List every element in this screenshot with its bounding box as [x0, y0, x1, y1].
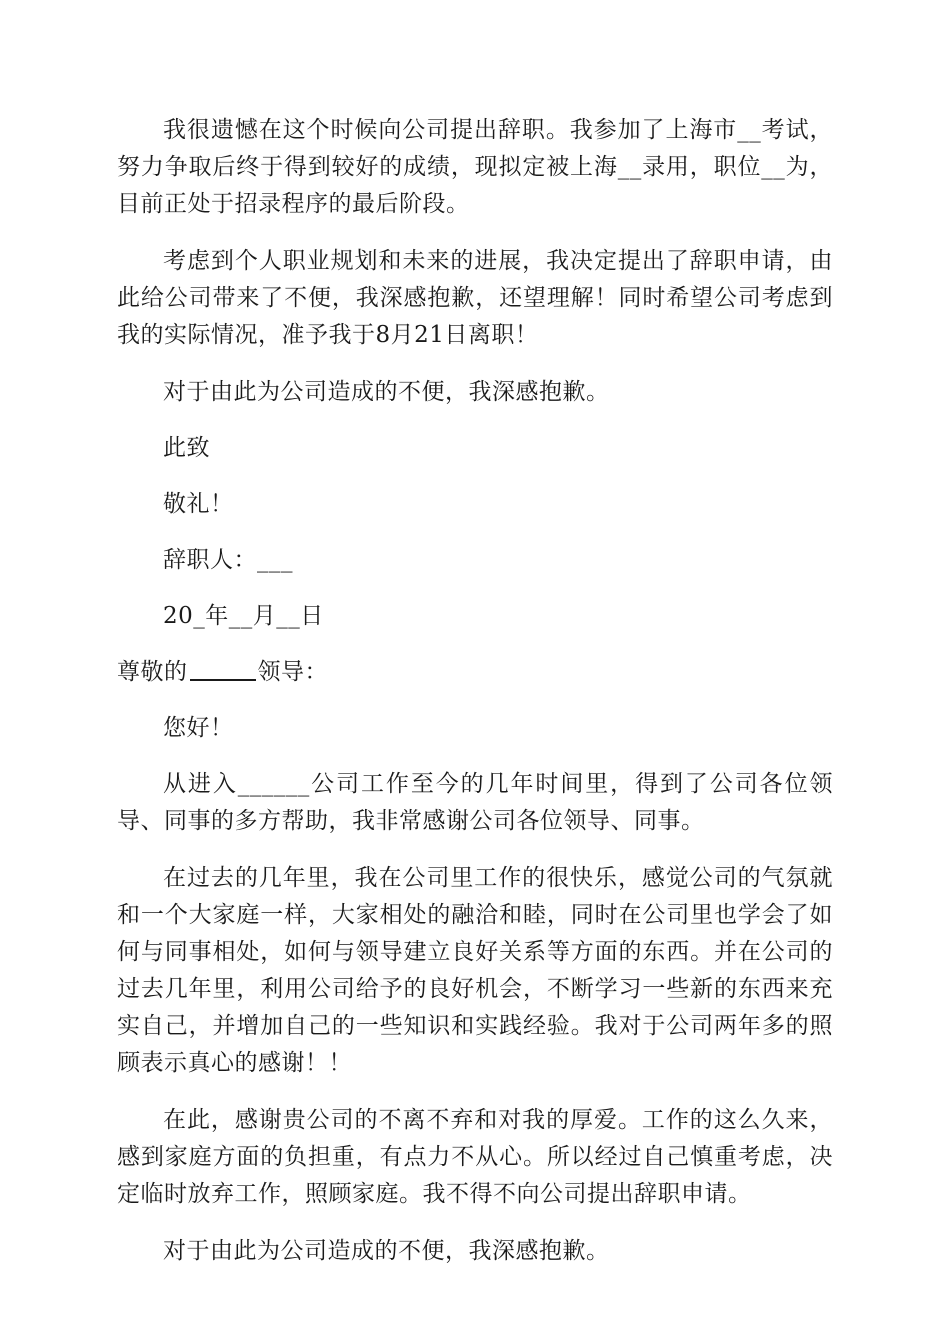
salutation-prefix: 尊敬的 — [117, 659, 188, 685]
letter1-date: 20_年__月__日 — [163, 603, 324, 629]
document-page — [117, 112, 833, 1290]
salutation-blank-line — [190, 659, 256, 681]
letter2-greeting: 您好！ — [163, 715, 234, 741]
letter2-paragraph-2: 在过去的几年里，我在公司里工作的很快乐，感觉公司的气氛就和一个大家庭一样，大家相处的融洽和睦，同时在公司里也学会了如何与同事相处，如何与领导建立良好关系等方面的东西。并在公司的过去几年里，利用公司给予的良好机会，不断学习一些新的东西来充实自己，并增加自己的一些知识和实践经验。我对于公司两年多的照顾表示真心的感谢！！ — [117, 865, 833, 1076]
letter2-paragraph-1: 从进入______公司工作至今的几年时间里，得到了公司各位领导、同事的多方帮助，我非常感谢公司各位领导、同事。 — [117, 771, 833, 834]
salutation-suffix: 领导： — [257, 659, 328, 685]
letter2-paragraph-3: 在此，感谢贵公司的不离不弃和对我的厚爱。工作的这么久来，感到家庭方面的负担重，有点力不从心。所以经过自己慎重考虑，决定临时放弃工作，照顾家庭。我不得不向公司提出辞职申请。 — [117, 1107, 833, 1207]
letter2-salutation — [117, 654, 833, 691]
letter1-signature: 辞职人：___ — [163, 547, 293, 573]
letter1-paragraph-3: 对于由此为公司造成的不便，我深感抱歉。 — [163, 379, 610, 405]
letter1-closing-2: 敬礼！ — [163, 491, 234, 517]
letter1-closing-1: 此致 — [163, 435, 210, 461]
letter1-paragraph-1: 我很遗憾在这个时候向公司提出辞职。我参加了上海市__考试，努力争取后终于得到较好的成绩，现拟定被上海__录用，职位__为，目前正处于招录程序的最后阶段。 — [117, 117, 833, 217]
letter1-paragraph-2: 考虑到个人职业规划和未来的进展，我决定提出了辞职申请，由此给公司带来了不便，我深感抱歉，还望理解！同时希望公司考虑到我的实际情况，准予我于8月21日离职！ — [117, 248, 833, 348]
letter2-paragraph-4: 对于由此为公司造成的不便，我深感抱歉。 — [163, 1238, 610, 1264]
